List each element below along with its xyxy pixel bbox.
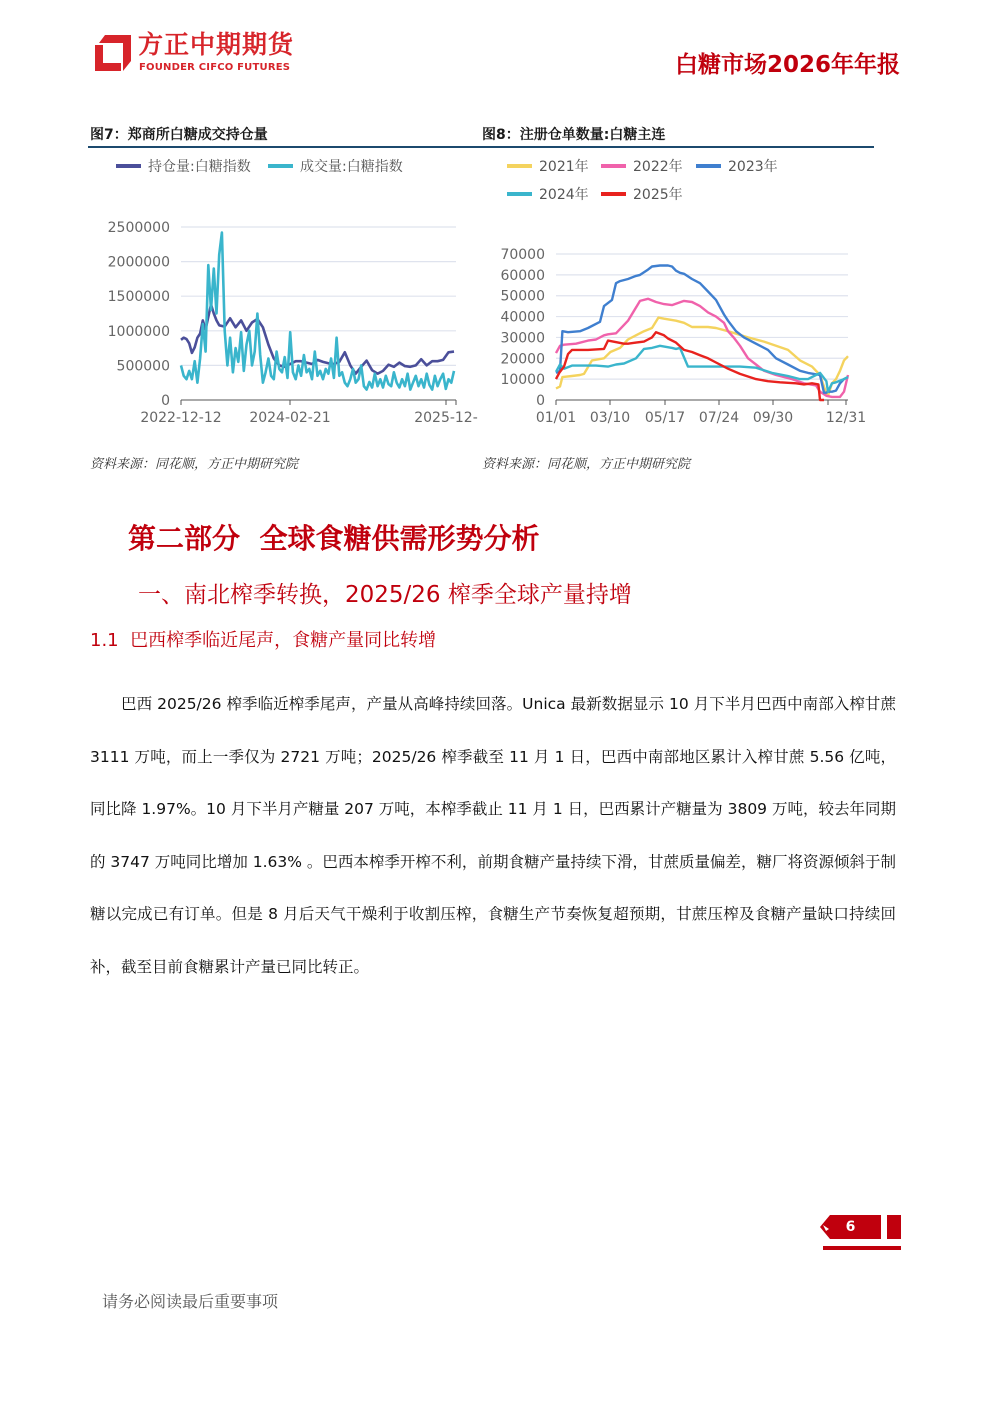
y-tick-label: 0 xyxy=(536,393,545,409)
figure-8-title: 图8：注册仓单数量:白糖主连 xyxy=(482,127,666,143)
y-tick-label: 1000000 xyxy=(107,323,170,340)
x-tick-label: 01/01 xyxy=(535,410,577,426)
figure-7-title: 图7：郑商所白糖成交持仓量 xyxy=(90,127,268,143)
page-badge-block xyxy=(887,1215,901,1239)
legend-label: 2025年 xyxy=(633,187,683,203)
y-tick-label: 40000 xyxy=(500,309,545,326)
y-tick-label: 30000 xyxy=(500,330,545,347)
legend-label: 持仓量:白糖指数 xyxy=(148,159,251,175)
body-paragraph: 巴西 2025/26 榨季临近榨季尾声，产量从高峰持续回落。Unica 最新数据显示 10 月下半月巴西中南部入榨甘蔗 3111 万吨，而上一季仅为 2721 万吨；2025/26 榨季截至 11 月 1 日，巴西中南部地区累计入榨甘蔗 5.56 亿吨，同比降 1.97%。10 月下半月产糖量 207 万吨，本榨季截止 11 月 1 日，巴西累计产糖量为 3809 万吨，较去年同期的 3747 万吨同比增加 1.63% 。巴西本榨季开榨不利，前期食糖产量持续下滑，甘蔗质量偏差，糖厂将资源倾斜于制糖以完成已有订单。但是 8 月后天气干燥利于收割压榨，食糖生产节奏恢复超预期，甘蔗压榨及食糖产量缺口持续回补，截至目前食糖累计产量已同比转正。 xyxy=(90,695,896,976)
section-title: 一、南北榨季转换，2025/26 榨季全球产量持增 xyxy=(138,582,632,608)
x-tick-label: 2024-02-21 xyxy=(249,410,331,426)
y-tick-label: 2500000 xyxy=(107,220,170,236)
x-tick-label: 05/17 xyxy=(644,410,686,426)
logo-text-en: FOUNDER CIFCO FUTURES xyxy=(139,62,291,73)
y-tick-label: 20000 xyxy=(500,351,545,368)
chart-warehouse-receipts xyxy=(0,0,992,440)
y-tick-label: 2000000 xyxy=(107,254,170,271)
legend-label: 成交量:白糖指数 xyxy=(300,159,403,175)
page-badge-underline xyxy=(823,1246,901,1250)
disclaimer-note: 请务必阅读最后重要事项 xyxy=(102,1292,279,1311)
figure-7-source: 资料来源：同花顺，方正中期研究院 xyxy=(90,457,299,472)
logo-text-cn: 方正中期期货 xyxy=(138,30,295,59)
report-title: 白糖市场2026年年报 xyxy=(674,52,900,78)
legend-label: 2023年 xyxy=(728,159,778,175)
y-tick-label: 500000 xyxy=(116,358,170,375)
y-tick-label: 1500000 xyxy=(107,289,170,306)
series-line xyxy=(556,299,848,397)
y-tick-label: 10000 xyxy=(500,372,545,389)
legend-label: 2021年 xyxy=(539,159,589,175)
x-tick-label: 12/31 xyxy=(825,410,867,426)
part-title: 第二部分 全球食糖供需形势分析 xyxy=(128,522,540,555)
page-number: 6 xyxy=(845,1219,856,1235)
legend-label: 2022年 xyxy=(633,159,683,175)
subsection-title: 1.1 巴西榨季临近尾声，食糖产量同比转增 xyxy=(90,630,437,651)
x-tick-label: 09/30 xyxy=(752,410,794,426)
y-tick-label: 70000 xyxy=(500,247,545,263)
y-tick-label: 0 xyxy=(161,393,170,409)
x-tick-label: 2022-12-12 xyxy=(140,410,222,426)
legend-label: 2024年 xyxy=(539,187,589,203)
figure-8-source: 资料来源：同花顺，方正中期研究院 xyxy=(482,457,691,472)
x-tick-label: 2025-12- xyxy=(414,410,478,426)
y-tick-label: 60000 xyxy=(500,267,545,284)
x-tick-label: 03/10 xyxy=(589,410,631,426)
series-line xyxy=(556,266,848,393)
y-tick-label: 50000 xyxy=(500,288,545,305)
x-tick-label: 07/24 xyxy=(698,410,740,426)
